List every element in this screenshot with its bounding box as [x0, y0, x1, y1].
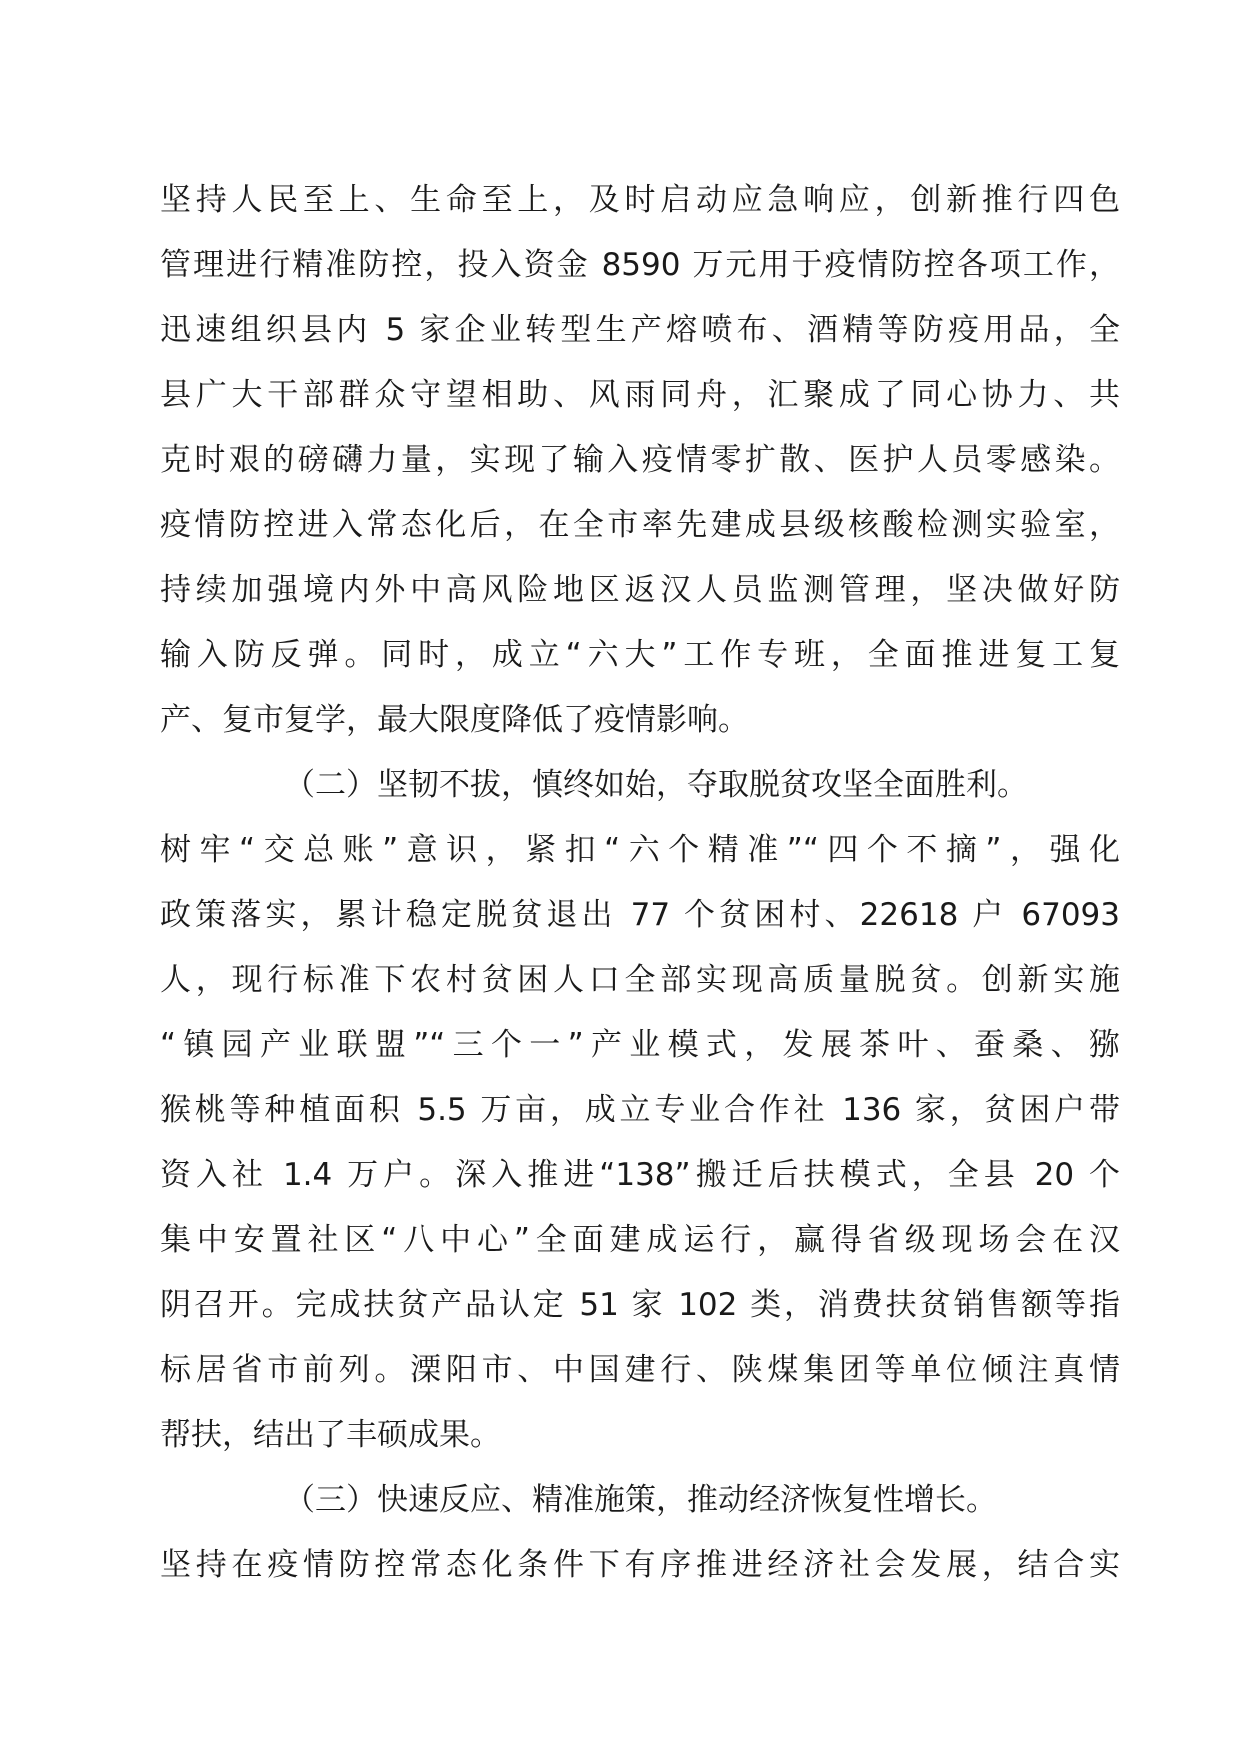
text-line: 坚持人民至上、生命至上，及时启动应急响应，创新推行四色 — [160, 182, 1120, 218]
text-line: 树牢“交总账”意识，紧扣“六个精准”“四个不摘”，强化 — [160, 832, 1120, 868]
text-line: 标居省市前列。溧阳市、中国建行、陕煤集团等单位倾注真情 — [160, 1352, 1120, 1388]
body-text — [160, 168, 1120, 1598]
text-line: 人，现行标准下农村贫困人口全部实现高质量脱贫。创新实施 — [160, 962, 1120, 998]
text-line: 政策落实，累计稳定脱贫退出 77 个贫困村、22618 户 67093 — [160, 897, 1120, 933]
text-line: “镇园产业联盟”“三个一”产业模式，发展茶叶、蚕桑、猕 — [160, 1027, 1120, 1063]
text-line: 迅速组织县内 5 家企业转型生产熔喷布、酒精等防疫用品，全 — [160, 312, 1120, 348]
text-line: 猴桃等种植面积 5.5 万亩，成立专业合作社 136 家，贫困户带 — [160, 1092, 1120, 1128]
text-line: 疫情防控进入常态化后，在全市率先建成县级核酸检测实验室， — [160, 507, 1120, 543]
text-line: 管理进行精准防控，投入资金 8590 万元用于疫情防控各项工作， — [160, 247, 1120, 283]
text-line: 产、复市复学，最大限度降低了疫情影响。 — [160, 702, 749, 738]
text-line: 县广大干部群众守望相助、风雨同舟，汇聚成了同心协力、共 — [160, 377, 1120, 413]
text-line: 坚持在疫情防控常态化条件下有序推进经济社会发展，结合实 — [160, 1547, 1120, 1583]
text-line: 资入社 1.4 万户。深入推进“138”搬迁后扶模式，全县 20 个 — [160, 1157, 1120, 1193]
text-line: 帮扶，结出了丰硕成果。 — [160, 1417, 501, 1453]
text-line: 输入防反弹。同时，成立“六大”工作专班，全面推进复工复 — [160, 637, 1120, 673]
text-line: 克时艰的磅礴力量，实现了输入疫情零扩散、医护人员零感染。 — [160, 442, 1120, 478]
text-line: 持续加强境内外中高风险地区返汉人员监测管理，坚决做好防 — [160, 572, 1120, 608]
text-line: 集中安置社区“八中心”全面建成运行，赢得省级现场会在汉 — [160, 1222, 1120, 1258]
section-heading: （三）快速反应、精准施策，推动经济恢复性增长。 — [284, 1482, 997, 1518]
text-line: 阴召开。完成扶贫产品认定 51 家 102 类，消费扶贫销售额等指 — [160, 1287, 1120, 1323]
section-heading: （二）坚韧不拔，慎终如始，夺取脱贫攻坚全面胜利。 — [284, 767, 1028, 803]
